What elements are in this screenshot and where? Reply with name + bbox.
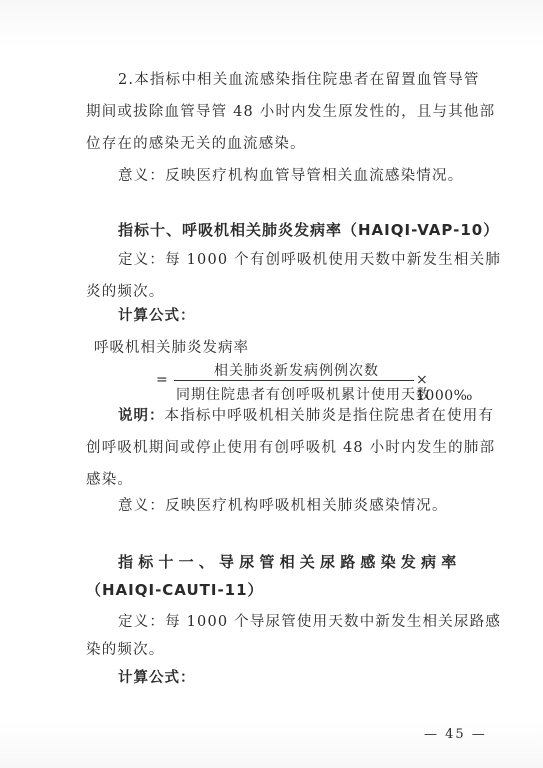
formula-multiplier: × 1000‰ bbox=[416, 372, 473, 404]
heading-indicator-11-line-1: 指标十一、导尿管相关尿路感染发病率 bbox=[118, 553, 462, 571]
formula-numerator: 相关肺炎新发病例例次数 bbox=[214, 363, 379, 379]
fraction-bar bbox=[174, 380, 414, 381]
calc-formula-label-10: 计算公式： bbox=[118, 308, 196, 324]
meaning-indicator-10: 意义：反映医疗机构呼吸机相关肺炎感染情况。 bbox=[118, 498, 448, 514]
definition-10-line-2: 炎的频次。 bbox=[86, 284, 165, 300]
description-10-line-1: 说明：本指标中呼吸机相关肺炎是指住院患者在使用有 bbox=[118, 408, 495, 424]
heading-indicator-10: 指标十、呼吸机相关肺炎发病率（HAIQI-VAP-10） bbox=[118, 221, 500, 239]
definition-11-line-2: 染的频次。 bbox=[86, 642, 165, 658]
formula-title: 呼吸机相关肺炎发病率 bbox=[94, 340, 249, 356]
meaning-indicator-9: 意义：反映医疗机构血管导管相关血流感染情况。 bbox=[118, 168, 464, 184]
description-10-line-2: 创呼吸机期间或停止使用有创呼吸机 48 小时内发生的肺部 bbox=[86, 440, 496, 456]
formula-denominator: 同期住院患者有创呼吸机累计使用天数 bbox=[176, 387, 431, 403]
heading-indicator-11-line-2: （HAIQI-CAUTI-11） bbox=[86, 581, 264, 599]
formula-fraction bbox=[156, 360, 476, 404]
definition-11-line-1: 定义：每 1000 个导尿管使用天数中新发生相关尿路感 bbox=[118, 614, 502, 630]
calc-formula-label-11: 计算公式： bbox=[118, 670, 196, 686]
definition-10-line-1: 定义：每 1000 个有创呼吸机使用天数中新发生相关肺 bbox=[118, 252, 502, 268]
page-number: — 45 — bbox=[424, 727, 487, 742]
description-10-text: 本指标中呼吸机相关肺炎是指住院患者在使用有 bbox=[164, 408, 495, 424]
description-10-line-3: 感染。 bbox=[86, 472, 134, 488]
note-2-line-3: 位存在的感染无关的血流感染。 bbox=[86, 136, 306, 152]
formula-equals: = bbox=[156, 372, 168, 388]
note-2-line-1: 2.本指标中相关血流感染指住院患者在留置血管导管 bbox=[118, 72, 480, 88]
note-2-line-2: 期间或拔除血管导管 48 小时内发生原发性的，且与其他部 bbox=[86, 104, 496, 120]
